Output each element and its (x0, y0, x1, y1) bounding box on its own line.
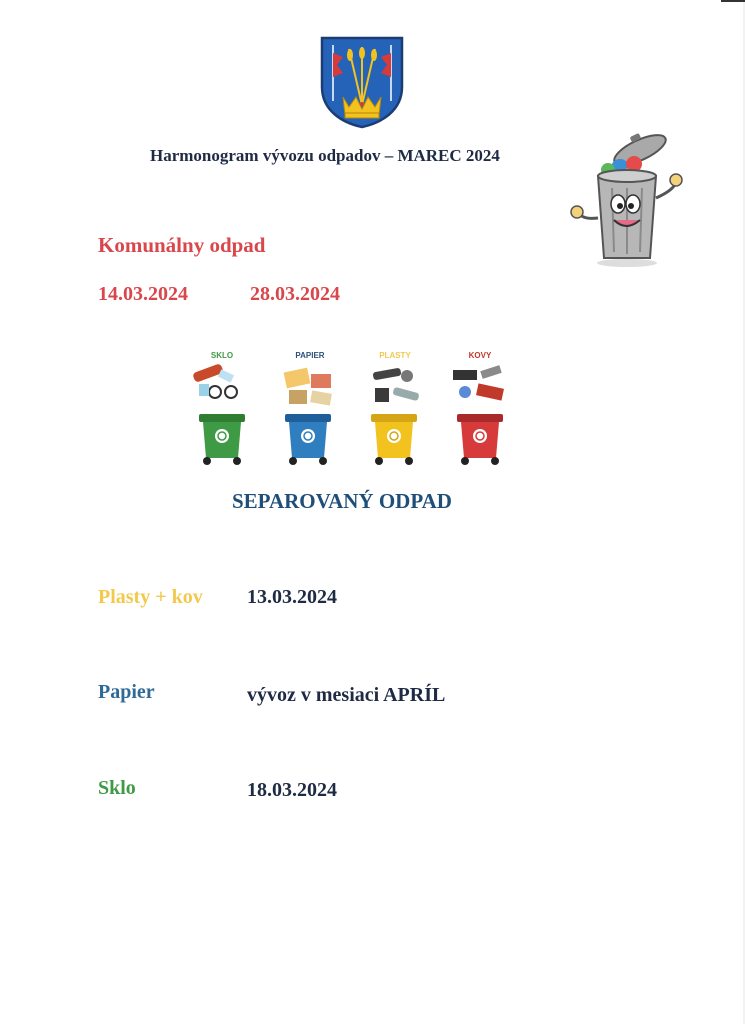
separovany-title: SEPAROVANÝ ODPAD (232, 489, 452, 513)
kovy-items-icon (453, 365, 504, 400)
komunalny-label: Komunálny odpad (98, 233, 266, 257)
papier-label: Papier (98, 681, 155, 703)
bin-green-icon (199, 414, 245, 465)
trash-can-mascot-icon (570, 128, 688, 273)
papier-value: vývoz v mesiaci APRÍL (247, 684, 446, 706)
coat-of-arms-icon (319, 35, 405, 129)
sklo-date: 18.03.2024 (247, 779, 337, 801)
bin-label-sklo: SKLO (210, 351, 234, 360)
bin-label-papier: PAPIER (295, 351, 325, 360)
papier-items-icon (284, 368, 332, 406)
bin-label-kovy: KOVY (468, 351, 492, 360)
plasty-items-icon (373, 368, 420, 402)
plasty-kov-label: Plasty + kov (98, 586, 203, 608)
bin-yellow-icon (371, 414, 417, 465)
plasty-kov-date: 13.03.2024 (247, 586, 337, 608)
komunalny-date-1: 14.03.2024 (98, 283, 188, 305)
komunalny-date-2: 28.03.2024 (250, 283, 340, 305)
scan-corner-mark (721, 0, 745, 2)
bin-red-icon (457, 414, 503, 465)
bin-blue-icon (285, 414, 331, 465)
recycling-bins-illustration (185, 362, 530, 468)
bin-label-plasty: PLASTY (379, 351, 411, 360)
page-title: Harmonogram vývozu odpadov – MAREC 2024 (150, 146, 500, 165)
sklo-items-icon (192, 363, 237, 398)
sklo-label: Sklo (98, 777, 136, 799)
